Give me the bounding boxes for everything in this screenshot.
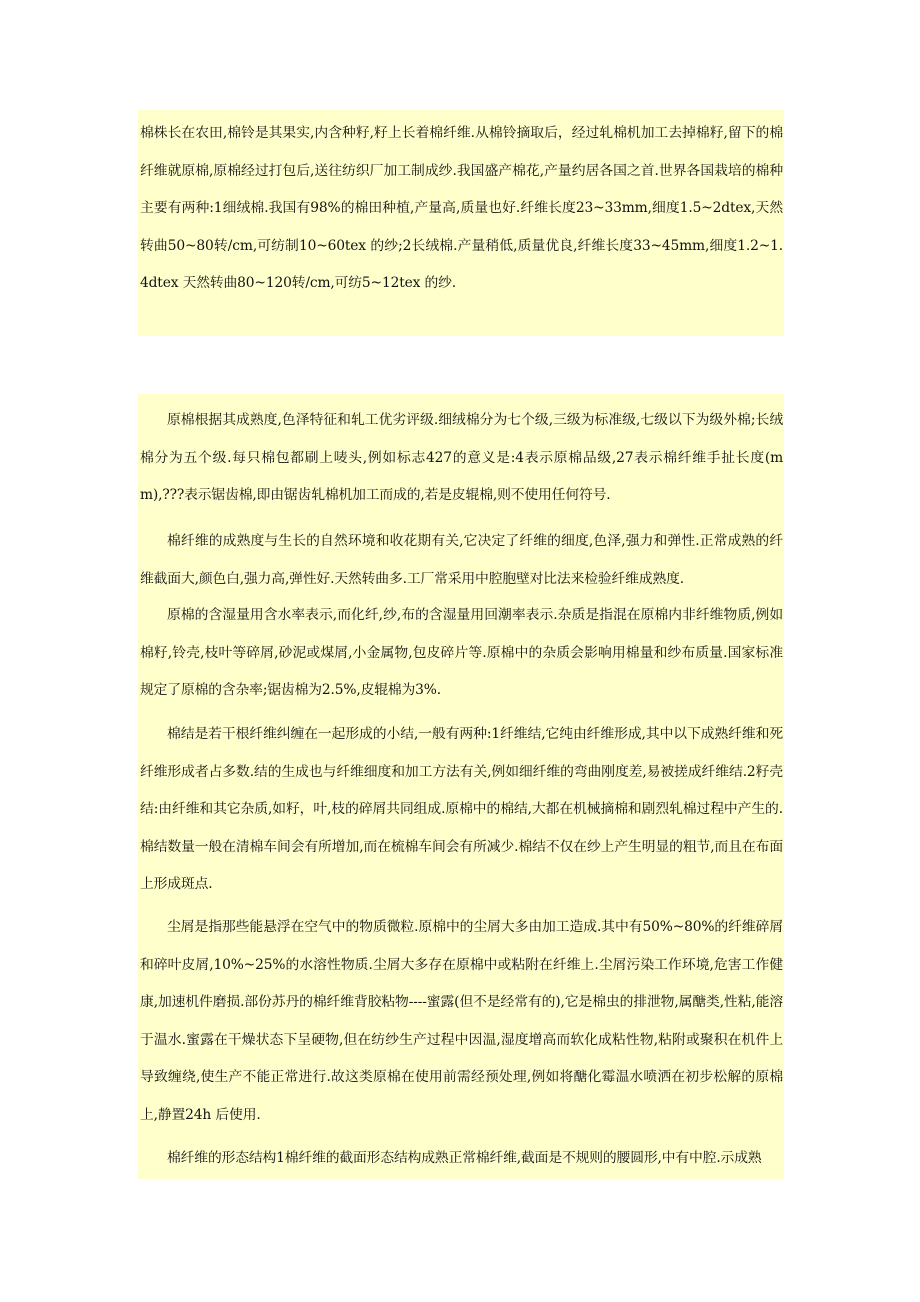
paragraph-neps: 棉结是若干根纤维纠缠在一起形成的小结,一般有两种:1纤维结,它纯由纤维形成,其中以下成熟纤维和死纤维形成者占多数.结的生成也与纤维细度和加工方法有关,例如细纤维的弯曲刚度差,易被搓成纤维结.2籽壳结:由纤维和其它杂质,如籽，叶,枝的碎屑共同组成.原棉中的棉结,大都在机械摘棉和剧烈轧棉过程中产生的.棉结数量一般在清棉车间会有所增加,而在梳棉车间会有所减少.棉结不仅在纱上产生明显的粗节,而且在布面上形成斑点. bbox=[140, 726, 783, 893]
paragraph-maturity: 棉纤维的成熟度与生长的自然环境和收花期有关,它决定了纤维的细度,色泽,强力和弹性.正常成熟的纤维截面大,颜色白,强力高,弹性好.天然转曲多.工厂常采用中腔胞壁对比法来检验纤维成熟度. bbox=[140, 533, 783, 587]
paragraph-dust: 尘屑是指那些能悬浮在空气中的物质微粒.原棉中的尘屑大多由加工造成.其中有50%~80%的纤维碎屑和碎叶皮屑,10%~25%的水溶性物质.尘屑大多存在原棉中或粘附在纤维上.尘屑污染工作环境,危害工作健康,加速机件磨损.部份苏丹的棉纤维背胶粘物----蜜露(但不是经常有的),它是棉虫的排泄物,属醣类,性粘,能溶于温水.蜜露在干燥状态下呈硬物,但在纺纱生产过程中因温,湿度增高而软化成粘性物,粘附或聚积在机件上导致缠绕,使生产不能正常进行.故这类原棉在使用前需经预处理,例如将醣化霉温水喷洒在初步松解的原棉上,静置24h 后使用. bbox=[140, 919, 783, 1123]
paragraph-moisture-impurity: 原棉的含湿量用含水率表示,而化纤,纱,布的含湿量用回潮率表示.杂质是指混在原棉内非纤维物质,例如棉籽,铃壳,枝叶等碎屑,砂泥或煤屑,小金属物,包皮碎片等.原棉中的杂质会影响用棉量和纱布质量.国家标准规定了原棉的含杂率;锯齿棉为2.5%,皮辊棉为3%. bbox=[140, 607, 783, 699]
paragraph-cotton-intro: 棉株长在农田,棉铃是其果实,内含种籽,籽上长着棉纤维.从棉铃摘取后，经过轧棉机加工去掉棉籽,留下的棉纤维就原棉,原棉经过打包后,送往纺织厂加工制成纱.我国盛产棉花,产量约居各国之首.世界各国栽培的棉种主要有两种:1细绒棉.我国有98%的棉田种植,产量高,质量也好.纤维长度23~33mm,细度1.5~2dtex,天然转曲50~80转/cm,可纺制10~60tex 的纱;2长绒棉.产量稍低,质量优良,纤维长度33~45mm,细度1.2~1.4dtex 天然转曲80~120转/cm,可纺5~12tex 的纱. bbox=[140, 125, 783, 292]
paragraph-grading: 原棉根据其成熟度,色泽特征和轧工优劣评级.细绒棉分为七个级,三级为标准级,七级以下为级外棉;长绒棉分为五个级.每只棉包都刷上唛头,例如标志427的意义是:4表示原棉品级,27表示棉纤维手扯长度(mm),???表示锯齿棉,即由锯齿轧棉机加工而成的,若是皮辊棉,则不使用任何符号. bbox=[140, 412, 783, 504]
paragraph-morphology: 棉纤维的形态结构1棉纤维的截面形态结构成熟正常棉纤维,截面是不规则的腰圆形,中有中腔.示成熟 bbox=[167, 1150, 762, 1166]
